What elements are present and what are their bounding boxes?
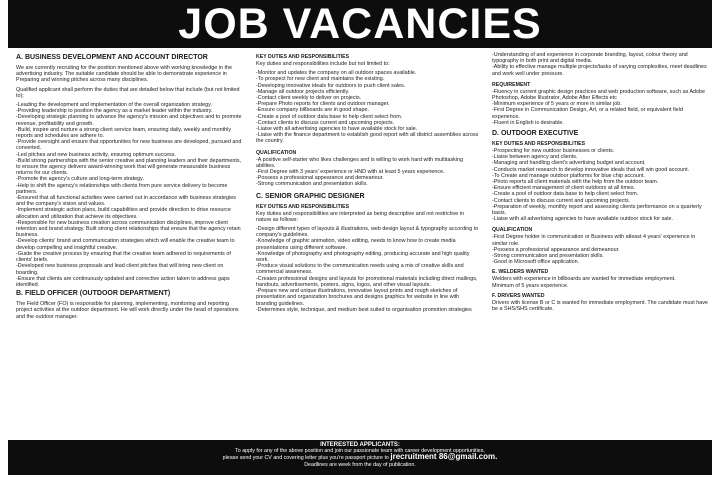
section-b-heading: B. FIELD OFFICER (OUTDOOR DEPARTMENT) [16,290,171,298]
field-officer-qualifications [256,157,480,188]
outdoor-executive-duties-heading: KEY DUTIES AND RESPONSIBILITIES [492,141,586,148]
list-item: -Preparation of weekly, monthly report and assessing clients performance on a quarterly basis. [492,203,702,217]
list-item: -Build, inspire and nurture a strong client service team, ensuring daily, weekly and monthly reports and schedules are adhere to. [16,126,232,140]
list-item: -Ensure efficient management of client outdoors at all times. [492,185,636,192]
list-item: -Liaise between agency and clients. [492,154,578,161]
list-item: -A positive self-starter who likes challenges and is willing to work hard with multitasking abilities. [256,156,464,169]
list-item: -Providing leadership to position the agency as a market leader within the industry. [16,108,213,115]
graphic-designer-duties-intro: Key duties and responsibilities are interpreted as being descriptive and not restrictive in nature as follows: [256,210,464,223]
list-item: -Contact clients to discuss current and upcoming projects. [256,119,395,126]
list-item: -Ensure company billboards are in good shape. [256,107,369,114]
list-item: -Ensured that all functional activities were carried out in accordance with business strategies and the company's vision and values. [16,195,236,208]
footer-line-2-text: please send your CV and covering letter plus you're passport picture to [222,455,389,462]
section-d-heading: D. OUTDOOR EXECUTIVE [492,130,579,138]
list-item: -Knowledge of photography and photography editing, producing accurate and high quality work. [256,250,470,264]
list-item: -Promote the agency's culture and long-term strategy. [16,176,144,183]
title-banner [8,0,712,48]
list-item: -First Degree with 3 years' experience or HND with at least 5 years experience. [256,169,445,176]
graphic-designer-duties-continued [492,52,712,77]
column-1 [16,52,244,323]
list-item: -Liaise with all advertising agencies to have available stock for sale. [256,126,418,133]
outdoor-executive-duties [492,148,712,222]
list-item: -Possess a professional appearance and demeanour. [492,246,620,253]
list-item: -Developed new business proposals and lead client pitches that will bring new client on boarding. [16,263,224,276]
list-item: -Conducts market research to develop innovative ideals that will win good account. [492,166,690,173]
list-item: -Ensure that clients are continuously updated and corrective action taken to address gaps identified. [16,275,230,288]
list-item: -Ability to effective manage multiple projects/tasks of varying complexities, meet deadlines and work well under pressure. [492,64,707,77]
list-item: -Prepare new and unique illustrations, innovative layout prints and rough sketches of presentation and organization brochures and designs graphics for website in line with branding guidelines. [256,288,460,307]
list-item: -Knowledge of graphic animation, video editing, needs to know how to create media presentations using different software. [256,238,456,251]
list-item: -Implement strategic action plans, build capabilities and provide direction to drive resource allocation and utilization that achieve its objectives. [16,207,231,220]
list-item: -Fluent in English is desirable. [492,119,564,126]
list-item: -Strong communication and presentation skills. [256,181,368,188]
list-item: -Managing and handling client's advertising budget and account. [492,160,646,167]
list-item: -Prepare Photo reports for clients and outdoor manager. [256,101,390,108]
application-email: jrecruitment 86@gmail.com. [390,452,498,462]
list-item: -To Create and manage outdoor platforms for blue chip account. [492,172,645,179]
list-item: -Creates professional designs and layouts for promotional materials including direct mailings, handouts, advertisements, posters, signs, logos, and other visual layouts. [256,275,478,288]
list-item: -Contact clients to discuss current and upcoming projects. [492,197,631,204]
list-item: -Liaise with all advertising agencies to have available outdoor stock for sale. [492,216,673,223]
list-item: -Guide the creative process by ensuring that the creative team adhered to requirements of clients' briefs. [16,250,231,264]
field-officer-duties-intro: Key duties and responsibilities include but not limited to: [256,61,390,67]
field-officer-duties-heading: KEY DUTIES AND RESPONSIBILITIES [256,54,350,60]
list-item: -Contact client weekly to deliver on projects. [256,95,362,102]
footer-title: INTERESTED APPLICANTS: [320,442,400,448]
column-3 [492,52,712,312]
list-item: -Led pitches and new business activity, ensuring optimum success. [16,151,176,158]
section-f-heading: F. DRIVERS WANTED [492,292,545,299]
list-item: -First Degree holder in communication or Business with atleast 4 years' experience in similar role. [492,234,696,247]
requirements [492,89,712,126]
list-item: -Determines style, technique, and medium best suited to organisation promotion strategies [256,306,472,313]
footer-line-2 [8,454,712,461]
list-item: -Provide oversight and ensure that opportunities for new business are developed, pursued and converted. [16,139,242,152]
section-e-heading: E. WELDERS WANTED [492,269,549,276]
column-2 [256,52,480,313]
list-item: -Design different types of layouts & illustrations, web design layout & typography according to company's guidelines. [256,226,479,239]
section-a-qualified: Qualified applicant shall perform the duties that are detailed below that include (but not limited to); [16,86,240,99]
list-item: -Responsible for new business creation across communication disciplines, improve client retention and brand strategy. Built strong client relationships that ensure that the agency retain business. [16,219,241,239]
content-columns [16,52,712,432]
graphic-designer-duties-heading: KEY DUTIES AND RESPONSIBILITIES [256,203,350,210]
list-item: -Developing strategic planning to advance the agency's mission and objectives and to promote revenue, profitability and growth. [16,114,242,127]
list-item: -Understanding of and experience in corporate branding, layout, colour theory and typography in both print and digital media. [492,52,688,65]
list-item: -Create a pool of outdoor data base to help client select from. [256,113,403,120]
list-item: -Liaise with the finance department to establish good report with all district assemblies across the country. [256,132,479,145]
welders-text: Welders with experience in billboards are wanted for immediate employment. [492,276,676,283]
list-item: -Possess a professional appearance and demeanour. [256,175,384,182]
list-item: -Manage all outdoor projects efficiently. [256,88,350,95]
section-b-intro: The Field Officer (FO) is responsible for planning, implementing, monitoring and reporting project activities at the outdoor department. He will work directly under the head of operations and the outdoor manager. [16,301,239,320]
field-officer-qualification-heading: QUALIFICATION [256,149,297,156]
welders-minimum: Minimum of 5 years experience. [492,282,569,289]
list-item: -To prospect for new client and maintains the existing. [256,76,385,83]
graphic-designer-duties [256,226,480,313]
outdoor-executive-qualifications [492,234,712,265]
list-item: -Help to shift the agency's relationships with clients from pure service delivery to become partners. [16,182,228,195]
drivers-text: Drivers with license B or C is wanted for immediate employment. The candidate must have be a SHS/SHS certificate. [492,299,708,313]
list-item: -Monitor and updates the company on all outdoor spaces available. [256,70,417,77]
list-item: -Developing innovative ideals for outdoors to push client sales. [256,82,406,89]
list-item: -Leading the development and implementation of the overall organization strategy. [16,102,212,109]
list-item: -Create a pool of outdoor data base to help client select from. [492,191,639,198]
page-title: JOB VACANCIES [178,0,542,48]
list-item: -Develop clients' brand and communication strategies which will enable the creative team to develop compelling and insightful creative. [16,238,235,251]
list-item: -Good in Microsoft office application. [492,259,580,266]
list-item: -Prospecting for new outdoor businesses or clients. [492,148,615,155]
footer-line-3: Deadlines are week from the day of publication. [304,461,416,468]
section-c-heading: C. SENIOR GRAPHIC DESIGNER [256,192,365,200]
list-item: -Minimum experience of 5 years or more in similar job. [492,101,622,108]
requirement-heading: REQUIREMENT [492,81,531,88]
list-item: -First Degree in Communication Design, Art, or a related field, or equivalent field experience. [492,107,683,120]
section-a-intro: We are currently recruiting for the position mentioned above with working knowledge in the advertising industry. The suitable candidate should be able to demonstrate experience in Preparing and winning pitches across many disciplines. [16,65,232,84]
section-a-heading: A. BUSINESS DEVELOPMENT AND ACCOUNT DIRECTOR [16,54,208,61]
footer-banner [8,440,712,475]
list-item: -Build strong partnerships with the senior creative and planning leaders and their departments, to ensure the agency delivers award-winning work that will generate measurable business returns for our clients. [16,157,242,177]
list-item: -Produce visual solutions to the communication needs using a mix of creative skills and commercial awareness. [256,263,464,276]
field-officer-duties [256,70,480,144]
list-item: -Photo reports all client materials with the help from the outdoor team. [492,179,659,186]
outdoor-executive-qualification-heading: QUALIFICATION [492,227,533,234]
list-item: -Strong communication and presentation skills. [492,253,604,260]
section-a-duties [16,102,244,288]
list-item: -Fluency in current graphic design practices and web production software, such as Adobe Photoshop, Adobe Illustrator, Adobe After Effects etc [492,88,706,102]
footer-line-1: To apply for any of the above position and join our passionate team with career development opportunities, [235,448,485,455]
